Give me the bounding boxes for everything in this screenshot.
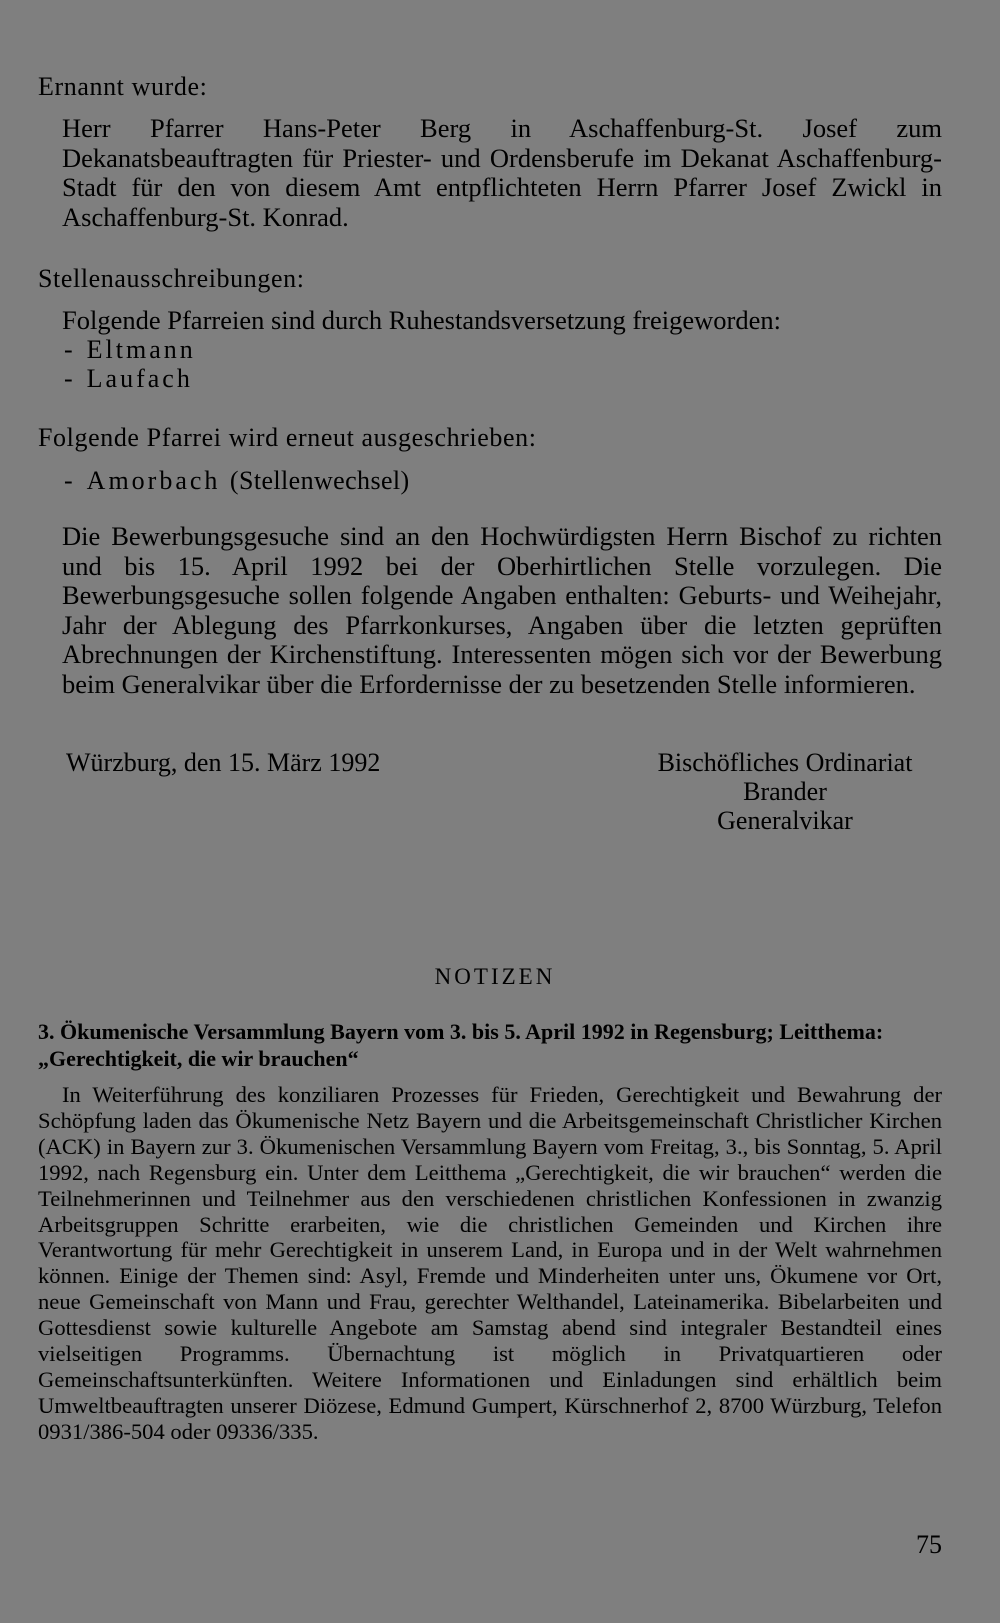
parish-note: (Stellenwechsel) [229, 466, 410, 495]
parish-name: Amorbach [86, 466, 221, 495]
signature-name: Brander [743, 777, 827, 806]
list-dash: - [64, 466, 73, 495]
signature-title: Generalvikar [717, 806, 853, 835]
appointment-label: Ernannt wurde: [38, 72, 208, 101]
list-dash: - [64, 364, 73, 393]
vacancies-label: Stellenausschreibungen: [38, 264, 305, 293]
signature-block [630, 748, 940, 835]
application-instructions: Die Bewerbungsgesuche sind an den Hochwürdigsten Herrn Bischof zu richten und bis 15. April 1992 bei der Oberhirtlichen Stelle vorzulegen. Die Bewerbungsgesuche sollen folgende Angaben enthalten: Geburts- und Weihejahr, Jahr der Ablegung des Pfarrkonkurses, Angaben über die letzten geprüften Abrechnungen der Kirchenstiftung. Interessenten mögen sich vor der Bewerbung beim Generalvikar über die Erfordernisse der zu besetzenden Stelle informieren. [62, 521, 942, 699]
list-item [64, 335, 196, 365]
signature-office: Bischöfliches Ordinariat [657, 748, 913, 777]
parish-name: Laufach [86, 364, 193, 393]
parish-name: Eltmann [86, 335, 196, 364]
list-dash: - [64, 335, 73, 364]
readvertised-intro: Folgende Pfarrei wird erneut ausgeschrieben: [38, 423, 537, 452]
list-item [64, 466, 410, 496]
notes-heading: NOTIZEN [434, 964, 556, 989]
list-item [64, 364, 193, 394]
page-number: 75 [916, 1530, 942, 1559]
notice-title: 3. Ökumenische Versammlung Bayern vom 3. bis 5. April 1992 in Regensburg; Leitthema: „Gerechtigkeit, die wir brauchen“ [38, 1019, 884, 1071]
place-date: Würzburg, den 15. März 1992 [66, 748, 381, 777]
retirement-intro: Folgende Pfarreien sind durch Ruhestandsversetzung freigeworden: [62, 305, 781, 335]
appointment-text: Herr Pfarrer Hans-Peter Berg in Aschaffenburg-St. Josef zum Dekanatsbeauftragten für Priester- und Ordensberufe im Dekanat Aschaffenburg-Stadt für den von diesem Amt entpflichteten Herrn Pfarrer Josef Zwickl in Aschaffenburg-St. Konrad. [62, 113, 942, 232]
notice-body: In Weiterführung des konziliaren Prozesses für Frieden, Gerechtigkeit und Bewahrung der Schöpfung laden das Ökumenische Netz Bayern und die Arbeitsgemeinschaft Christlicher Kirchen (ACK) in Bayern zur 3. Ökumenischen Versammlung Bayern vom Freitag, 3., bis Sonntag, 5. April 1992, nach Regensburg ein. Unter dem Leitthema „Gerechtigkeit, die wir brauchen“ werden die Teilnehmerinnen und Teilnehmer aus den verschiedenen christlichen Konfessionen in zwanzig Arbeitsgruppen Schritte erarbeiten, wie die christlichen Gemeinden und Kirchen ihre Verantwortung für mehr Gerechtigkeit in unserem Land, in Europa und in der Welt wahrnehmen können. Einige der Themen sind: Asyl, Fremde und Minderheiten unter uns, Ökumene vor Ort, neue Gemeinschaft von Mann und Frau, gerechter Welthandel, Lateinamerika. Bibelarbeiten und Gottesdienst sowie kulturelle Angebote am Samstag abend sind integraler Bestandteil eines vielseitigen Programms. Übernachtung ist möglich in Privatquartieren oder Gemeinschaftsunterkünften. Weitere Informationen und Einladungen sind erhältlich beim Umweltbeauftragten unserer Diözese, Edmund Gumpert, Kürschnerhof 2, 8700 Würzburg, Telefon 0931/386-504 oder 09336/335. [38, 1082, 942, 1444]
